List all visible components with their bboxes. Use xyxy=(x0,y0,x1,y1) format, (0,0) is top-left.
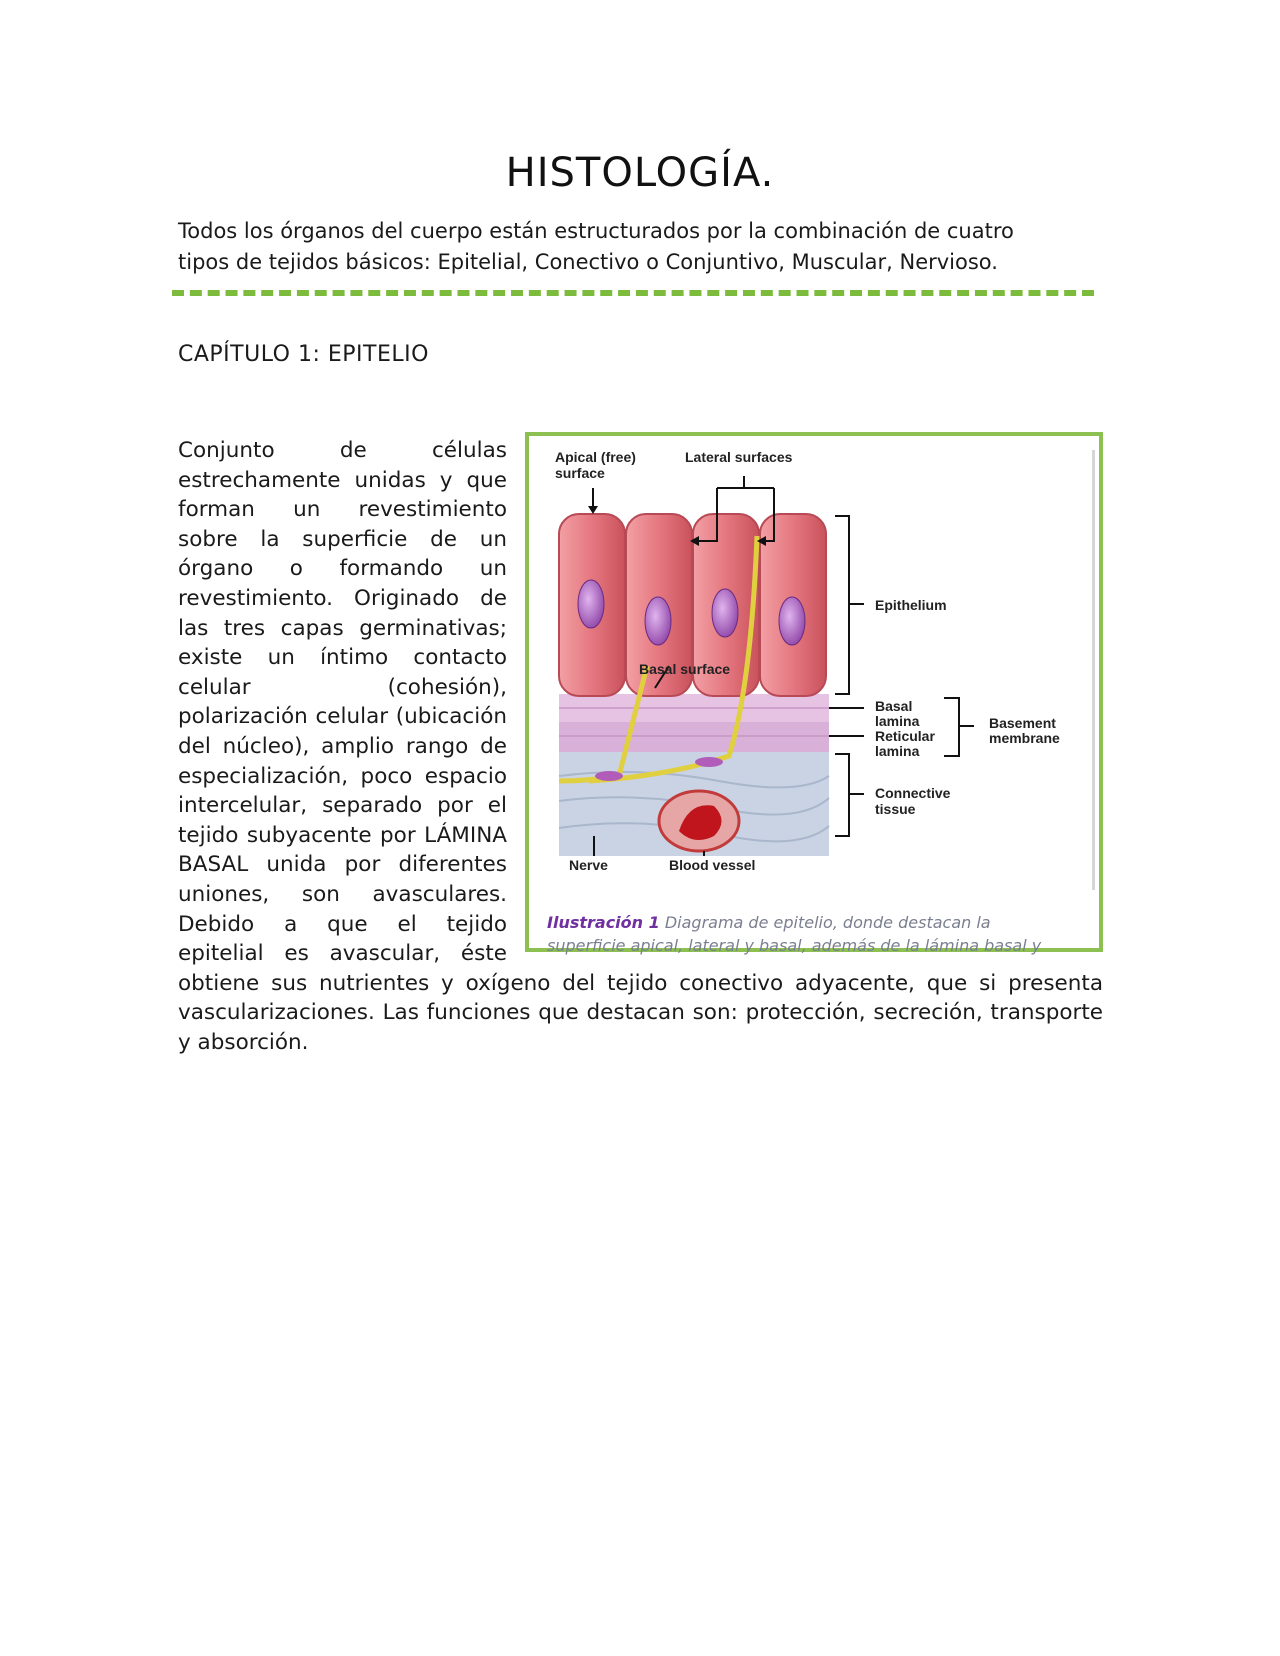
label-basal-lamina-1: Basal xyxy=(875,698,913,714)
label-connective-1: Connective xyxy=(875,785,951,801)
epithelium-paragraph xyxy=(178,436,1103,1057)
label-basal-lamina-2: lamina xyxy=(875,713,920,729)
epithelium-figure xyxy=(525,432,1103,955)
blood-vessel xyxy=(659,791,739,851)
caption-line-2: superficie apical, lateral y basal, además de la lámina basal y xyxy=(547,936,1042,955)
label-basement-1: Basement xyxy=(989,715,1056,731)
label-apical-1: Apical (free) xyxy=(555,449,636,465)
chapter-heading: CAPÍTULO 1: EPITELIO xyxy=(178,342,429,367)
section-divider xyxy=(172,290,1094,296)
caption-line-1: Diagrama de epitelio, donde destacan la xyxy=(664,913,991,932)
figure-caption xyxy=(547,911,1107,957)
reticular-lamina-layer xyxy=(559,722,829,752)
page-title: HISTOLOGÍA. xyxy=(505,150,775,196)
label-reticular-2: lamina xyxy=(875,743,920,759)
intro-paragraph xyxy=(178,216,1088,278)
body-text: Conjunto de células estrechamente unidas y que forman un revestimiento sobre la superficie de un órgano o formando un revestimiento. Originado de las tres capas germinativas; existe un íntimo contacto celular (cohesión), polarización celular (ubicación del núcleo), amplio rango de especialización, poco espacio intercelular, separado por el tejido subyacente por LÁMINA BASAL unida por diferentes uniones, son avasculares. Debido a que el tejido epitelial es avascular, éste obtiene sus nutrientes y oxígeno del tejido conectivo adyacente, que si presenta vascularizaciones. Las funciones que destacan son: protección, secreción, transporte y absorción. xyxy=(178,438,1103,1055)
label-nerve: Nerve xyxy=(569,857,608,873)
epithelium-diagram xyxy=(529,436,1099,906)
label-reticular-1: Reticular xyxy=(875,728,935,744)
caption-label: Ilustración 1 xyxy=(547,913,660,932)
label-lateral-surfaces: Lateral surfaces xyxy=(685,449,793,465)
label-apical-2: surface xyxy=(555,465,605,481)
label-basal-surface: Basal surface xyxy=(639,661,731,677)
figure-scrollbar xyxy=(1092,450,1095,890)
label-basement-2: membrane xyxy=(989,730,1060,746)
label-connective-2: tissue xyxy=(875,801,916,817)
intro-line-1: Todos los órganos del cuerpo están estructurados por la combinación de cuatro xyxy=(178,219,1014,243)
intro-line-2: tipos de tejidos básicos: Epitelial, Conectivo o Conjuntivo, Muscular, Nervioso. xyxy=(178,250,998,274)
label-epithelium: Epithelium xyxy=(875,597,947,613)
label-blood-vessel: Blood vessel xyxy=(669,857,756,873)
